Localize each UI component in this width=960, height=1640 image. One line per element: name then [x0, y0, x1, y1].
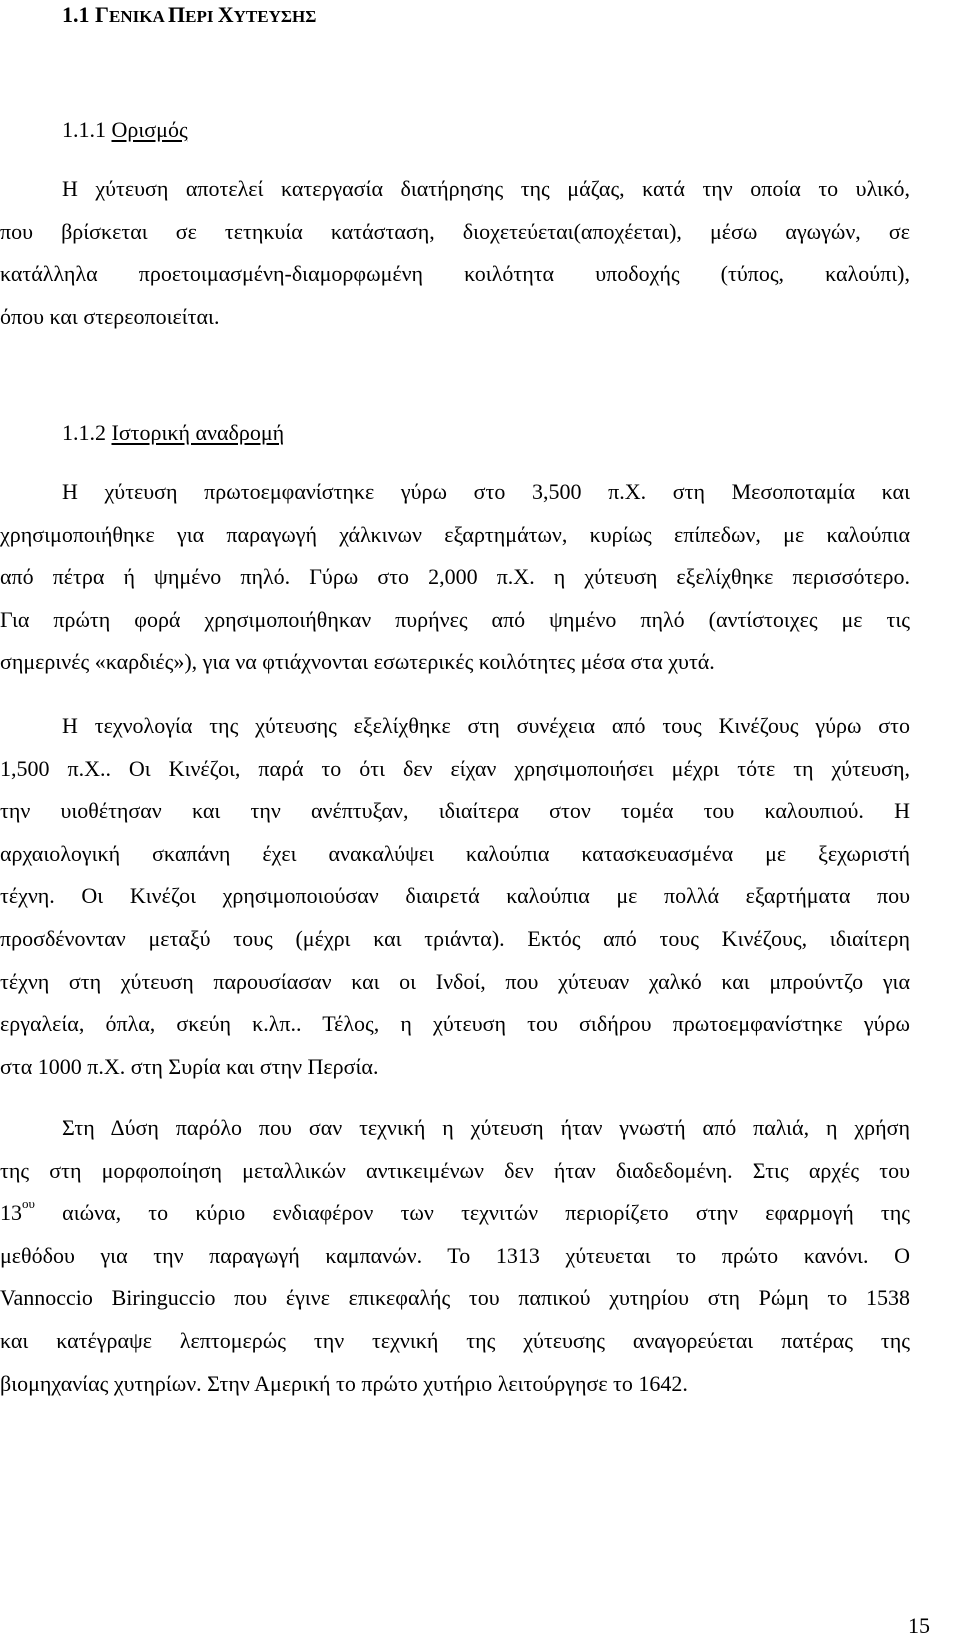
history-paragraph-2: Η τεχνολογία της χύτευσης εξελίχθηκε στη συνέχεια από τους Κινέζους γύρω στο 1,500 π.Χ.. Οι Κινέζοι, παρά το ότι δεν είχαν χρησιμοποιήσει μέχρι τότε τη χύτευση, την υιοθέτησαν και την ανέπτυξαν, ιδιαίτερα στον τομέα του καλουπιού. Η αρχαιολογική σκαπάνη έχει ανακαλύψει καλούπια κατασκευασμένα με ξεχωριστή τέχνη. Οι Κινέζοι χρησιμοποιούσαν διαιρετά καλούπια με πολλά εξαρτήματα που προσδένονταν μεταξύ τους (μέχρι και τριάντα). Εκτός από τους Κινέζους, ιδιαίτερη τέχνη στη χύτευση παρουσίασαν και οι Ινδοί, που χύτευαν χαλκό και μπρούντζο για εργαλεία, όπλα, σκεύη κ.λπ.. Τέλος, η χύτευση του σιδήρου πρωτοεμφανίστηκε γύρω στα 1000 π.Χ. στη Συρία και στην Περσία.: [0, 713, 910, 1079]
section-number: 1.1: [62, 2, 90, 27]
subsection-title: Ορισμός: [111, 117, 188, 142]
page-number: 15: [908, 1613, 930, 1638]
history-paragraph-1: Η χύτευση πρωτοεμφανίστηκε γύρω στο 3,500 π.Χ. στη Μεσοποταμία και χρησιμοποιήθηκε για παραγωγή χάλκινων εξαρτημάτων, κυρίως επίπεδων, με καλούπια από πέτρα ή ψημένο πηλό. Γύρω στο 2,000 π.Χ. η χύτευση εξελίχθηκε περισσότερο. Για πρώτη φορά χρησιμοποιήθηκαν πυρήνες από ψημένο πηλό (αντίστοιχες με τις σημερινές «καρδιές»), για να φτιάχνονται εσωτερικές κοιλότητες μέσα στα χυτά.: [0, 479, 910, 675]
ordinal-superscript: ου: [22, 1196, 35, 1212]
century-line: $13^{o\upsilon}$ αιώνα, το κύριο ενδιαφέρον των τεχνιτών περιορίζετο στην εφαρμογή της: [0, 1196, 910, 1226]
history-paragraph-3: Στη Δύση παρόλο που σαν τεχνική η χύτευση ήταν γνωστή από παλιά, η χρήση της στη μορφοποίηση μεταλλικών αντικειμένων δεν ήταν διαδεδομένη. Στις αρχές του $13^{o\upsilon}$ αιώνα, το κύριο ενδιαφέρον των τεχνιτών περιορίζετο στην εφαρμογή της μεθόδου για την παραγωγή καμπανών. Το 1313 χύτευεται το πρώτο κανόνι. Ο Vannoccio Biringuccio που έγινε επικεφαλής του παπικού χυτηρίου στη Ρώμη το 1538 και κατέγραψε λεπτομερώς την τεχνική της χύτευσης αναγορεύεται πατέρας της βιομηχανίας χυτηρίων. Στην Αμερική το πρώτο χυτήριο λειτούργησε το 1642.: [0, 1115, 910, 1396]
definition-paragraph: Η χύτευση αποτελεί κατεργασία διατήρησης της μάζας, κατά την οποία το υλικό, που βρίσκεται σε τετηκυία κατάσταση, διοχετεύεται(αποχέεται), μέσω αγωγών, σε κατάλληλα προετοιμασμένη-διαμορφωμένη κοιλότητα υποδοχής (τύπος, καλούπι), όπου και στερεοποιείται.: [0, 176, 910, 329]
subsection-title: Ιστορική αναδρομή: [111, 420, 285, 445]
subsection-heading-history: 1.1.2 Ιστορική αναδρομή: [62, 420, 285, 445]
section-heading: 1.1 ΓΕΝΙΚΑ ΠΕΡΙ ΧΥΤΕΥΣΗΣ: [62, 2, 317, 27]
subsection-heading-definition: 1.1.1 Ορισμός: [62, 117, 188, 142]
